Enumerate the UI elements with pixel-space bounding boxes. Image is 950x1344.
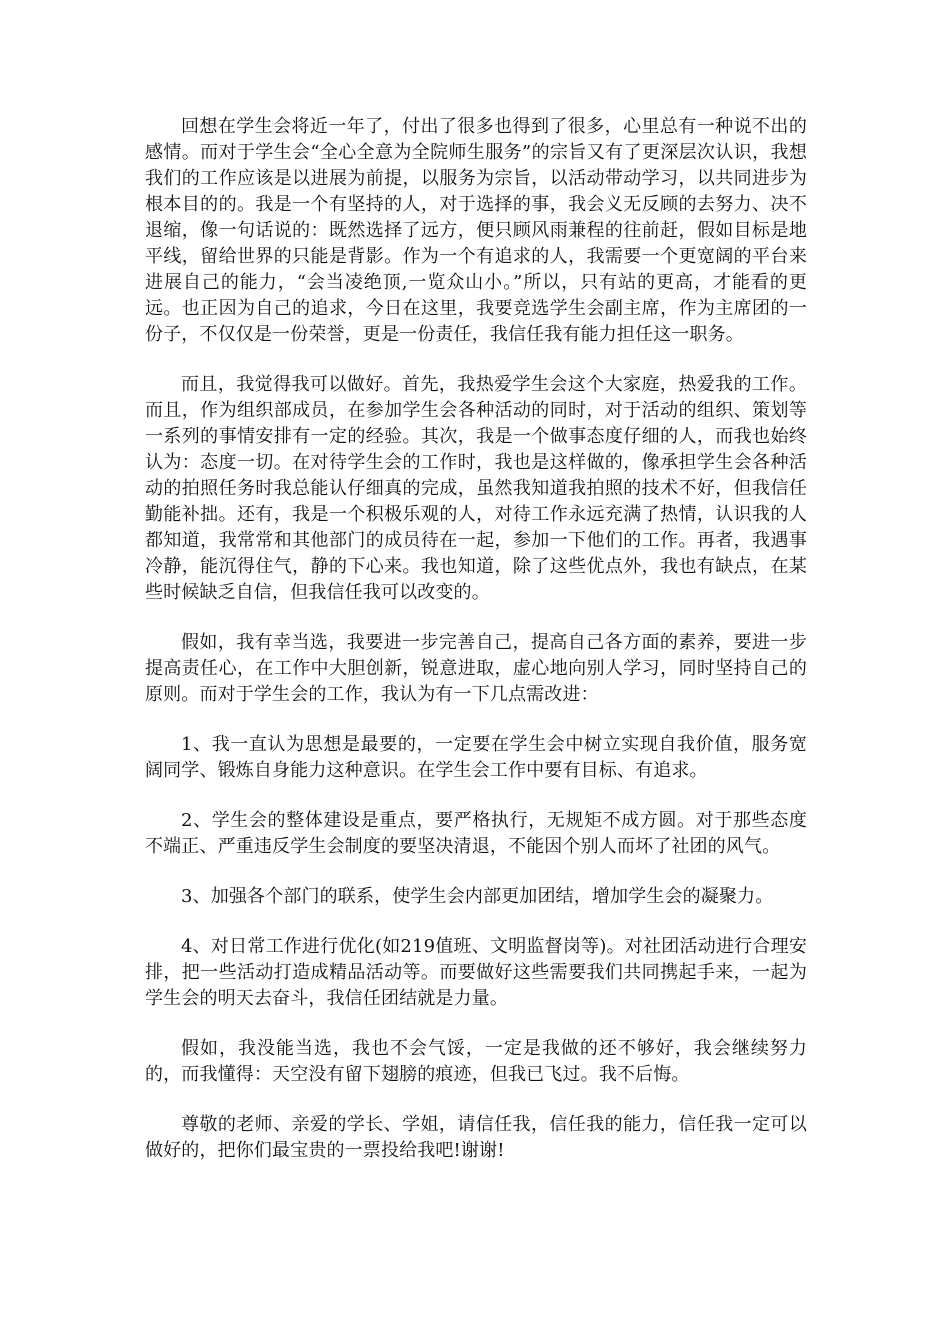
paragraph-closing: 尊敬的老师、亲爱的学长、学姐，请信任我，信任我的能力，信任我一定可以做好的，把你们最宝贵的一票投给我吧!谢谢! [145, 1114, 807, 1161]
paragraph-intro: 回想在学生会将近一年了，付出了很多也得到了很多，心里总有一种说不出的感情。而对于学生会“全心全意为全院师生服务”的宗旨又有了更深层次认识，我想我们的工作应该是以进展为前提，以服务为宗旨，以活动带动学习，以共同进步为根本目的的。我是一个有坚持的人，对于选择的事，我会义无反顾的去努力、决不退缩，像一句话说的：既然选择了远方，便只顾风雨兼程的往前赶，假如目标是地平线，留给世界的只能是背影。作为一个有追求的人，我需要一个更宽阔的平台来进展自己的能力，“会当凌绝顶,一览众山小。”所以，只有站的更高，才能看的更远。也正因为自己的追求，今日在这里，我要竞选学生会副主席，作为主席团的一份子，不仅仅是一份荣誉，更是一份责任，我信任我有能力担任这一职务。 [145, 116, 807, 345]
paragraph-point-3: 3、加强各个部门的联系，使学生会内部更加团结，增加学生会的凝聚力。 [181, 886, 774, 907]
paragraph-qualifications: 而且，我觉得我可以做好。首先，我热爱学生会这个大家庭，热爱我的工作。而且，作为组织部成员，在参加学生会各种活动的同时，对于活动的组织、策划等一系列的事情安排有一定的经验。其次，我是一个做事态度仔细的人，而我也始终认为：态度一切。在对待学生会的工作时，我也是这样做的，像承担学生会各种活动的拍照任务时我总能认仔细真的完成，虽然我知道我拍照的技术不好，但我信任勤能补拙。还有，我是一个积极乐观的人，对待工作永远充满了热情，认识我的人都知道，我常常和其他部门的成员待在一起，参加一下他们的工作。再者，我遇事冷静，能沉得住气，静的下心来。我也知道，除了这些优点外，我也有缺点，在某些时候缺乏自信，但我信任我可以改变的。 [145, 374, 807, 603]
paragraph-if-not-elected: 假如，我没能当选，我也不会气馁，一定是我做的还不够好，我会继续努力的，而我懂得：天空没有留下翅膀的痕迹，但我已飞过。我不后悔。 [145, 1038, 807, 1085]
paragraph-point-4: 4、对日常工作进行优化(如219值班、文明监督岗等)。对社团活动进行合理安排，把一些活动打造成精品活动等。而要做好这些需要我们共同携起手来，一起为学生会的明天去奋斗，我信任团结就是力量。 [145, 936, 807, 1009]
paragraph-point-1: 1、我一直认为思想是最要的，一定要在学生会中树立实现自我价值，服务宽阔同学、锻炼自身能力这种意识。在学生会工作中要有目标、有追求。 [145, 734, 807, 781]
paragraph-point-2: 2、学生会的整体建设是重点，要严格执行，无规矩不成方圆。对于那些态度不端正、严重违反学生会制度的要坚决清退，不能因个别人而坏了社团的风气。 [145, 810, 807, 857]
document-body [145, 114, 807, 1188]
paragraph-if-elected: 假如，我有幸当选，我要进一步完善自己，提高自己各方面的素养，要进一步提高责任心，在工作中大胆创新，锐意进取，虚心地向别人学习，同时坚持自己的原则。而对于学生会的工作，我认为有一下几点需改进： [145, 632, 807, 705]
